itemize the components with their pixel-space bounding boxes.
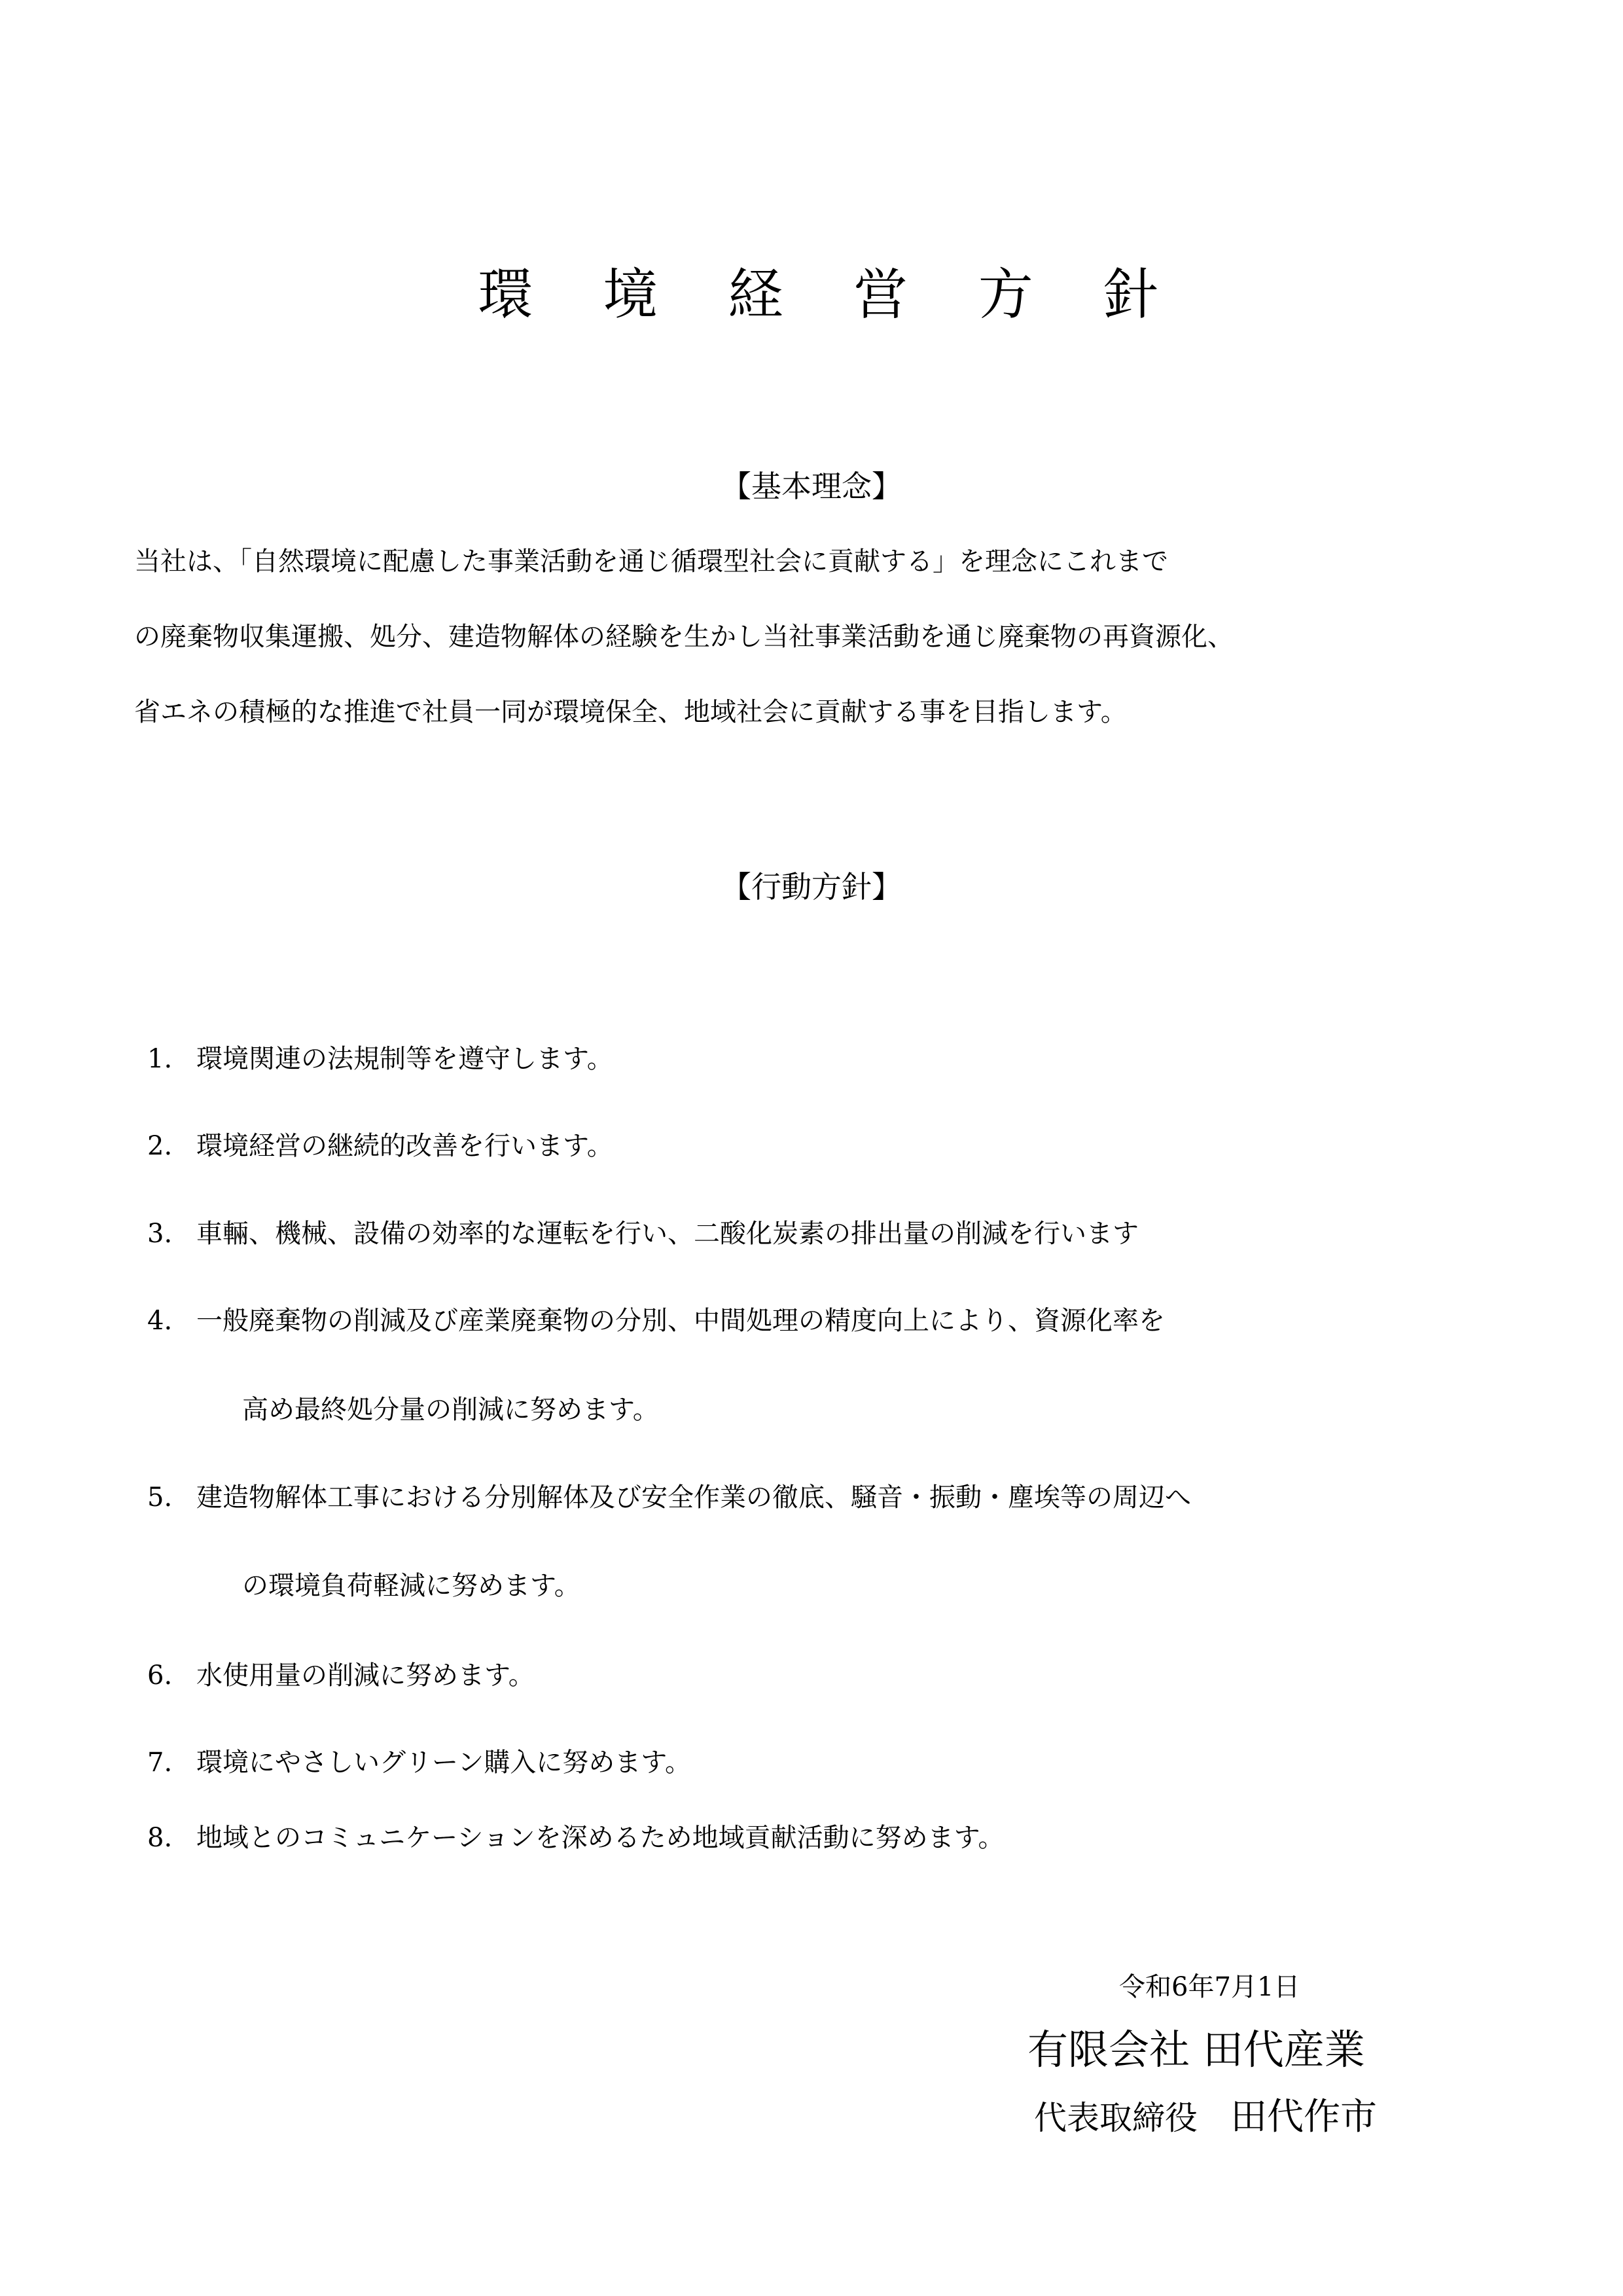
item-text: 一般廃棄物の削減及び産業廃棄物の分別、中間処理の精度向上により、資源化率を [196, 1306, 1165, 1336]
representative-name: 田代作市 [1230, 2096, 1377, 2138]
basic-philosophy-heading: 【基本理念】 [721, 469, 902, 504]
document-title [478, 259, 1158, 331]
item-text: 環境関連の法規制等を遵守します。 [196, 1044, 613, 1074]
company-name: 有限会社 田代産業 [1027, 2026, 1365, 2073]
policy-item [147, 1302, 1165, 1339]
item-text: 地域とのコミュニケーションを深めるため地域貢献活動に努めます。 [196, 1823, 1005, 1853]
item-text: 環境経営の継続的改善を行います。 [196, 1131, 613, 1161]
title-char: 営 [853, 262, 908, 327]
policy-item [147, 1657, 535, 1694]
item-number: 6. [147, 1660, 173, 1691]
policy-item [147, 1744, 691, 1781]
item-number: 5. [147, 1482, 173, 1513]
title-char: 経 [728, 262, 783, 327]
item-text: 建造物解体工事における分別解体及び安全作業の徹底、騒音・振動・塵埃等の周辺へ [196, 1482, 1191, 1513]
philosophy-line: の廃棄物収集運搬、処分、建造物解体の経験を生かし当社事業活動を通じ廃棄物の再資源化、 [134, 622, 1234, 652]
policy-item [147, 1820, 1004, 1856]
item-number: 2. [147, 1131, 173, 1161]
item-text: 車輛、機械、設備の効率的な運転を行い、二酸化炭素の排出量の削減を行います [196, 1219, 1139, 1249]
item-number: 7. [147, 1748, 173, 1778]
title-char: 環 [478, 262, 533, 327]
representative [1034, 2094, 1377, 2141]
title-char: 境 [603, 262, 658, 327]
policy-item [147, 1128, 613, 1164]
item-number: 1. [147, 1044, 173, 1074]
policy-item [147, 1215, 1139, 1252]
title-char: 針 [1103, 262, 1158, 327]
item-text: 環境にやさしいグリーン購入に努めます。 [196, 1748, 691, 1778]
policy-item [147, 1479, 1191, 1516]
item-text: 水使用量の削減に努めます。 [196, 1660, 535, 1691]
title-char: 方 [978, 262, 1033, 327]
action-policy-heading: 【行動方針】 [721, 869, 902, 905]
philosophy-line: 当社は、「自然環境に配慮した事業活動を通じ循環型社会に貢献する」を理念にこれまで [134, 547, 1168, 577]
item-continuation: 高め最終処分量の削減に努めます。 [242, 1395, 659, 1425]
issue-date: 令和6年7月1日 [1119, 1972, 1300, 2002]
philosophy-line: 省エネの積極的な推進で社員一同が環境保全、地域社会に貢献する事を目指します。 [134, 697, 1127, 727]
representative-title: 代表取締役 [1034, 2099, 1198, 2137]
policy-item [147, 1041, 613, 1077]
item-number: 3. [147, 1219, 173, 1249]
item-continuation: の環境負荷軽減に努めます。 [242, 1571, 580, 1601]
item-number: 8. [147, 1823, 173, 1853]
item-number: 4. [147, 1306, 173, 1336]
